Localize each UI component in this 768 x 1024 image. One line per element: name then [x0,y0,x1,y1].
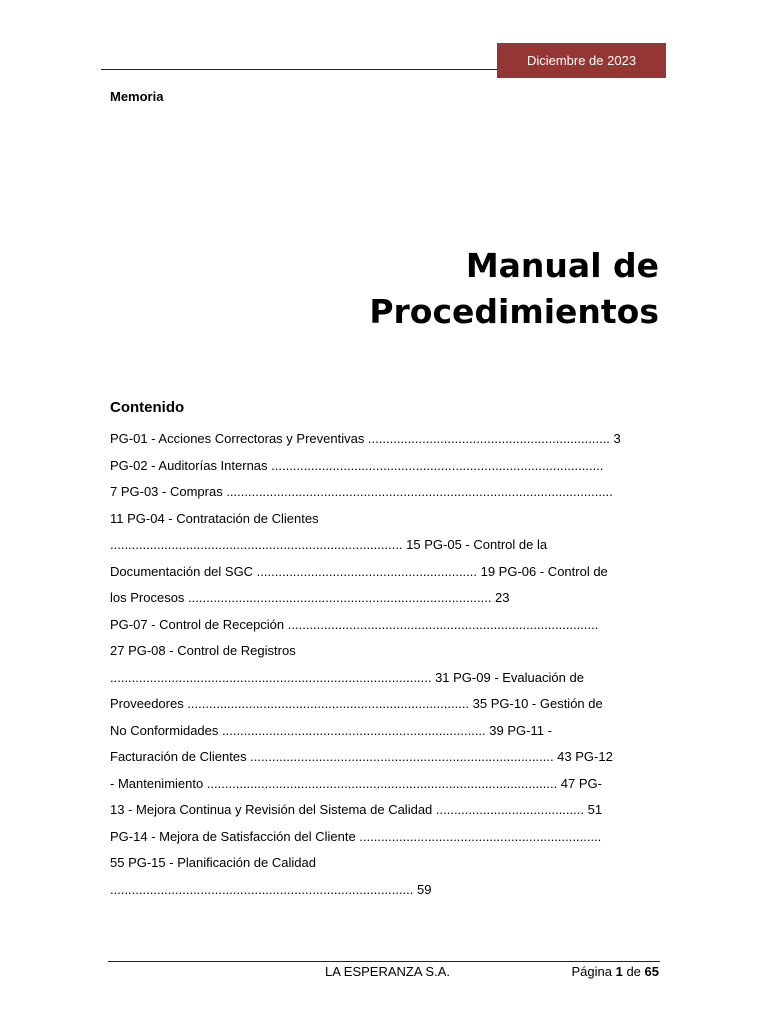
toc-line: PG-14 - Mejora de Satisfacción del Cliente ................................................................... [110,828,602,844]
document-title-line-1: Manual de [465,246,659,285]
toc-line: Documentación del SGC ............................................................. 19 PG-06 - Control de [110,563,608,579]
toc-line: PG-02 - Auditorías Internas ............................................................................................ [110,457,604,473]
page-total: 65 [644,964,659,979]
footer-company: LA ESPERANZA S.A. [325,964,450,979]
toc-heading: Contenido [110,399,185,416]
table-of-contents [110,426,662,903]
toc-line: PG-07 - Control de Recepción ...................................................................................... [110,616,599,632]
page-separator: de [626,964,641,979]
header-rule [101,69,497,70]
toc-line: 55 PG-15 - Planificación de Calidad [110,855,316,870]
page-current: 1 [615,964,623,979]
toc-line: Facturación de Clientes .................................................................................... 43 PG-12 [110,749,613,764]
toc-line: los Procesos .................................................................................... 23 [110,590,510,605]
toc-line: .................................................................................... 59 [110,881,432,897]
document-title [369,243,659,335]
toc-line: ................................................................................. 15 PG-05 - Control de la [110,537,548,552]
toc-line: ......................................................................................... 31 PG-09 - Evaluación de [110,669,584,685]
toc-line: 7 PG-03 - Compras ........................................................................................................... [110,484,613,499]
header-label: Memoria [110,89,164,104]
document-title-line-2: Procedimientos [369,292,659,331]
page-number [571,964,659,979]
toc-line: PG-01 - Acciones Correctoras y Preventivas ................................................................... 3 [110,431,621,446]
toc-line: 27 PG-08 - Control de Registros [110,643,296,658]
footer-rule [108,961,660,962]
toc-line: - Mantenimiento ................................................................................................. 47 PG- [110,775,602,791]
page-prefix: Página [571,964,612,979]
toc-line: No Conformidades ......................................................................... 39 PG-11 - [110,722,552,738]
toc-line: 13 - Mejora Continua y Revisión del Sistema de Calidad ......................................... 51 [110,802,603,817]
toc-line: 11 PG-04 - Contratación de Clientes [110,510,319,526]
date-badge: Diciembre de 2023 [497,43,666,78]
toc-line: Proveedores .............................................................................. 35 PG-10 - Gestión de [110,696,603,711]
